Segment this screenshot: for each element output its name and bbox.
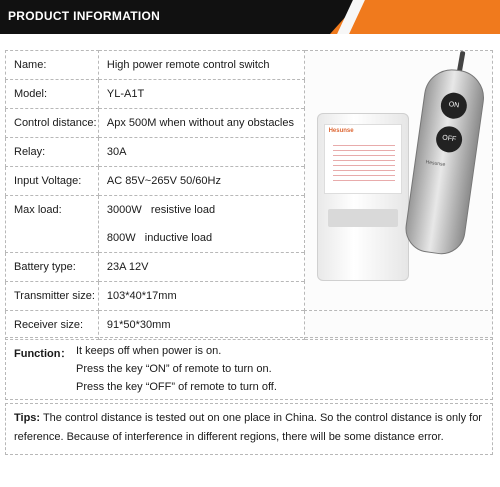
- tips-box: [5, 403, 493, 455]
- tips-title: Tips:: [14, 412, 41, 424]
- spec-row-receiver-size: [6, 311, 493, 340]
- header-banner: [0, 0, 500, 34]
- function-line: Press the key “OFF” of remote to turn off.: [76, 381, 277, 393]
- photo-cell-bottom: [304, 311, 492, 340]
- remote-on-button: ON: [439, 91, 468, 120]
- spec-value: 91*50*30mm: [98, 311, 304, 340]
- spec-table: [5, 50, 493, 340]
- spec-value: Apx 500M when without any obstacles: [98, 109, 304, 138]
- receiver-label-text: [333, 145, 395, 185]
- spec-value: 103*40*17mm: [98, 282, 304, 311]
- product-photo: [305, 51, 492, 291]
- remote-brand-logo: Hesunse: [424, 159, 446, 169]
- remote-transmitter: [402, 66, 487, 258]
- remote-off-button: OFF: [434, 125, 463, 154]
- spec-value: 30A: [98, 138, 304, 167]
- spec-label: Name:: [6, 51, 99, 80]
- spec-value: High power remote control switch: [98, 51, 304, 80]
- spec-label: Battery type:: [6, 253, 99, 282]
- spec-value: YL-A1T: [98, 80, 304, 109]
- product-photo-cell: [304, 51, 492, 311]
- function-line: Press the key “ON” of remote to turn on.: [76, 363, 272, 375]
- function-title: Function：: [14, 348, 72, 360]
- function-line: It keeps off when power is on.: [76, 345, 222, 357]
- spec-row-name: [6, 51, 493, 80]
- receiver-label-sticker: [324, 124, 402, 194]
- spec-value: 23A 12V: [98, 253, 304, 282]
- receiver-terminal-block: [328, 209, 398, 227]
- spec-label: Max load:: [6, 196, 99, 253]
- function-box: [5, 337, 493, 400]
- spec-label: Control distance:: [6, 109, 99, 138]
- spec-label: Receiver size:: [6, 311, 99, 340]
- spec-value-max-load: [98, 196, 304, 253]
- receiver-unit: [317, 113, 409, 281]
- max-load-inductive: 800W inductive load: [106, 232, 213, 244]
- tips-text: The control distance is tested out on one place in China. So the control distance is only for reference. Because of interference in different regions, there will be some distance error.: [14, 412, 482, 443]
- spec-label: Transmitter size:: [6, 282, 99, 311]
- header-title: PRODUCT INFORMATION: [8, 9, 161, 23]
- spec-value: AC 85V~265V 50/60Hz: [98, 167, 304, 196]
- max-load-resistive: 3000W resistive load: [106, 204, 216, 216]
- spec-label: Input Voltage:: [6, 167, 99, 196]
- spec-label: Model:: [6, 80, 99, 109]
- receiver-brand-logo: Hesunse: [328, 128, 354, 134]
- spec-label: Relay:: [6, 138, 99, 167]
